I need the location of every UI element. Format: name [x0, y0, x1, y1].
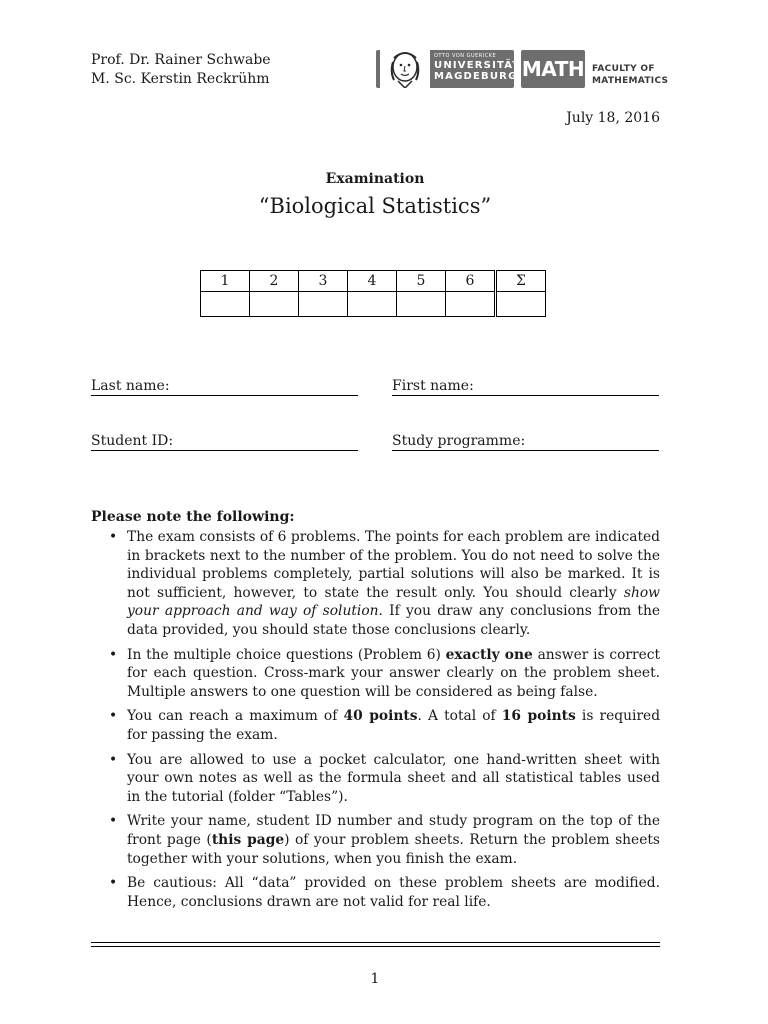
note-item	[127, 707, 660, 744]
score-header-4: 4	[348, 271, 397, 292]
logo-uni-line-1: UNIVERSITÄT	[434, 60, 521, 71]
exam-title: “Biological Statistics”	[258, 194, 492, 218]
note-1-emphasis: show your approach and way of solution.	[127, 584, 660, 620]
student-id-field[interactable]	[91, 433, 358, 451]
note-5-text-a: Write your name, student ID number and study program on the top of the front page (	[127, 813, 660, 848]
page-number: 1	[370, 971, 380, 987]
score-header-3: 3	[299, 271, 348, 292]
last-name-field[interactable]	[91, 378, 358, 396]
note-3-text-a: You can reach a maximum of	[127, 708, 344, 725]
note-1-text-a: The exam consists of 6 problems. The points for each problem are indicated in brackets next to the number of the problem. You do not need to solve the individual problems completely, partial solutions will also be marked. It is not sufficient, however, to state the result only. You should clearly	[127, 529, 660, 601]
first-name-label: First name:	[392, 378, 474, 394]
logo-uni-name	[434, 60, 520, 82]
score-table	[200, 270, 546, 317]
score-header-2: 2	[250, 271, 299, 292]
score-cell-2[interactable]	[250, 292, 299, 317]
note-2-bold: exactly one	[445, 646, 533, 663]
note-item	[127, 874, 660, 911]
note-3-bold-2: 16 points	[501, 708, 576, 725]
faculty-line-1: FACULTY OF	[592, 64, 655, 74]
score-entry-row	[201, 292, 546, 317]
note-item	[127, 528, 660, 640]
note-3-text-c: is required for passing the exam.	[127, 708, 661, 743]
score-header-5: 5	[397, 271, 446, 292]
note-2-text-a: In the multiple choice questions (Problem 6)	[127, 646, 446, 663]
student-id-label: Student ID:	[91, 433, 174, 449]
score-header-1: 1	[201, 271, 250, 292]
exam-label: Examination	[325, 171, 425, 187]
notes-heading: Please note the following:	[91, 509, 295, 525]
score-header-6: 6	[446, 271, 496, 292]
math-logo: MATH	[521, 50, 585, 88]
logo-uni-line-2: MAGDEBURG	[434, 71, 518, 82]
note-3-text-b: . A total of	[417, 708, 502, 725]
last-name-label: Last name:	[91, 378, 170, 394]
logo-uni-small-text: OTTO VON GUERICKE	[434, 53, 497, 59]
author-2: M. Sc. Kerstin Reckrühm	[91, 71, 270, 87]
study-programme-label: Study programme:	[392, 433, 526, 449]
note-5-text-b: ) of your problem sheets. Return the problem sheets together with your solutions, when you finish the exam.	[127, 831, 660, 867]
notes-list	[127, 528, 660, 917]
note-4-text: You are allowed to use a pocket calculator, one hand-written sheet with your own notes as well as the formula sheet and all statistical tables used in the tutorial (folder “Tables”).	[127, 751, 660, 805]
score-cell-4[interactable]	[348, 292, 397, 317]
faculty-line-2: MATHEMATICS	[592, 76, 669, 86]
note-6-text: Be cautious: All “data” provided on these problem sheets are modified. Hence, conclusions drawn are not valid for real life.	[127, 875, 660, 910]
footer-rule-bottom	[91, 946, 660, 947]
university-logo	[376, 50, 521, 88]
score-cell-3[interactable]	[299, 292, 348, 317]
note-2-text-b: answer is correct for each question. Cross-mark your answer clearly on the problem sheet. Multiple answers to one question will be considered as being false.	[127, 646, 661, 700]
author-1: Prof. Dr. Rainer Schwabe	[91, 52, 271, 68]
score-header-row	[201, 271, 546, 292]
footer-rule-top	[91, 942, 660, 943]
score-header-sum: Σ	[496, 271, 546, 292]
score-cell-6[interactable]	[446, 292, 496, 317]
note-5-bold: this page	[211, 831, 285, 848]
guericke-portrait-icon	[380, 50, 430, 88]
note-3-bold-1: 40 points	[343, 708, 418, 725]
score-cell-5[interactable]	[397, 292, 446, 317]
note-1-text-b: If you draw any conclusions from the data provided, you should state those conclusions clearly.	[127, 603, 661, 638]
faculty-label	[592, 63, 668, 87]
authors	[91, 51, 271, 89]
note-item	[127, 751, 660, 807]
score-cell-sum[interactable]	[496, 292, 546, 317]
score-cell-1[interactable]	[201, 292, 250, 317]
exam-date: July 18, 2016	[566, 110, 660, 126]
note-item	[127, 812, 660, 868]
study-programme-field[interactable]	[392, 433, 659, 451]
first-name-field[interactable]	[392, 378, 659, 396]
note-item	[127, 646, 660, 702]
